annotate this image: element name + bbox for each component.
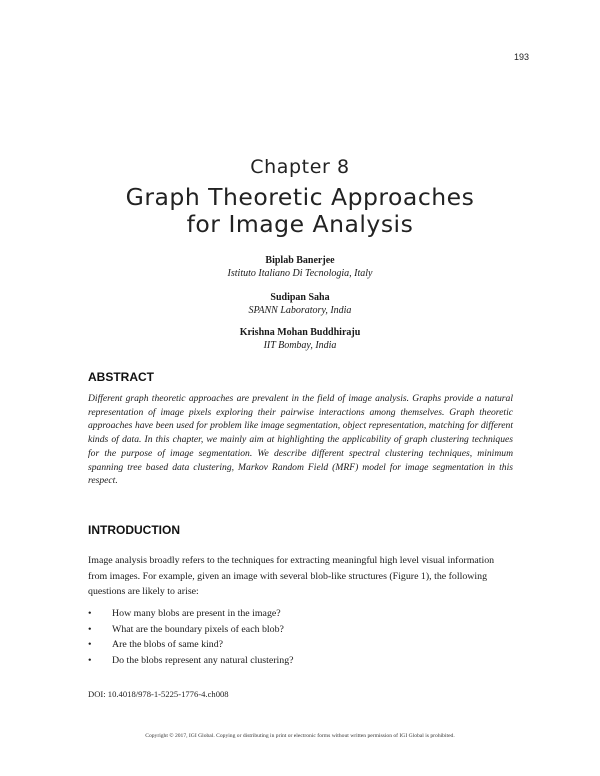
list-item-text: How many blobs are present in the image? (112, 608, 281, 619)
chapter-title-line-1: Graph Theoretic Approaches (125, 183, 475, 211)
introduction-heading: INTRODUCTION (88, 523, 180, 537)
copyright-notice: Copyright © 2017, IGI Global. Copying or distributing in print or electronic forms without written permission of IGI Global is prohibited. (145, 733, 455, 739)
author-block (0, 291, 600, 317)
doi-footnote: DOI: 10.4018/978-1-5225-1776-4.ch008 (88, 689, 229, 699)
list-item (88, 653, 513, 669)
bullet-icon: • (88, 639, 92, 650)
question-list (88, 606, 513, 668)
author-affiliation: Istituto Italiano Di Tecnologia, Italy (227, 268, 373, 279)
chapter-title-line-2: for Image Analysis (186, 210, 414, 238)
introduction-text: Image analysis broadly refers to the techniques for extracting meaningful high level visual information from images. For example, given an image with several blob-like structures (Figure 1), the following questions are likely to arise: (88, 555, 495, 597)
author-block (0, 326, 600, 352)
chapter-label: Chapter 8 (250, 156, 350, 178)
author-block (0, 254, 600, 280)
list-item (88, 637, 513, 653)
bullet-icon: • (88, 623, 92, 635)
list-item-text: Do the blobs represent any natural clustering? (112, 654, 294, 666)
abstract-text: Different graph theoretic approaches are prevalent in the field of image analysis. Graphs provide a natural representation of image pixels exploring their pairwise interactions among themselves. Graph theoretic approaches have been used for problem like image segmentation, object representation, matching for different kinds of data. In this chapter, we mainly aim at highlighting the applicability of graph clustering techniques for the purpose of image segmentation. We describe different spectral clustering techniques, minimum spanning tree based data clustering, Markov Random Field (MRF) model for image segmentation in this respect. (88, 393, 513, 487)
author-affiliation: IIT Bombay, India (263, 340, 337, 351)
list-item-text: What are the boundary pixels of each blob? (112, 623, 284, 635)
page-number: 193 (513, 52, 529, 62)
bullet-icon: • (88, 654, 92, 666)
author-name: Sudipan Saha (270, 292, 330, 303)
author-affiliation: SPANN Laboratory, India (248, 305, 352, 316)
list-item (88, 622, 513, 638)
author-name: Biplab Banerjee (265, 255, 335, 266)
list-item-text: Are the blobs of same kind? (112, 639, 224, 650)
abstract-heading: ABSTRACT (88, 370, 154, 384)
list-item (88, 606, 513, 622)
bullet-icon: • (88, 608, 92, 619)
author-name: Krishna Mohan Buddhiraju (239, 327, 361, 338)
chapter-title (0, 184, 600, 238)
